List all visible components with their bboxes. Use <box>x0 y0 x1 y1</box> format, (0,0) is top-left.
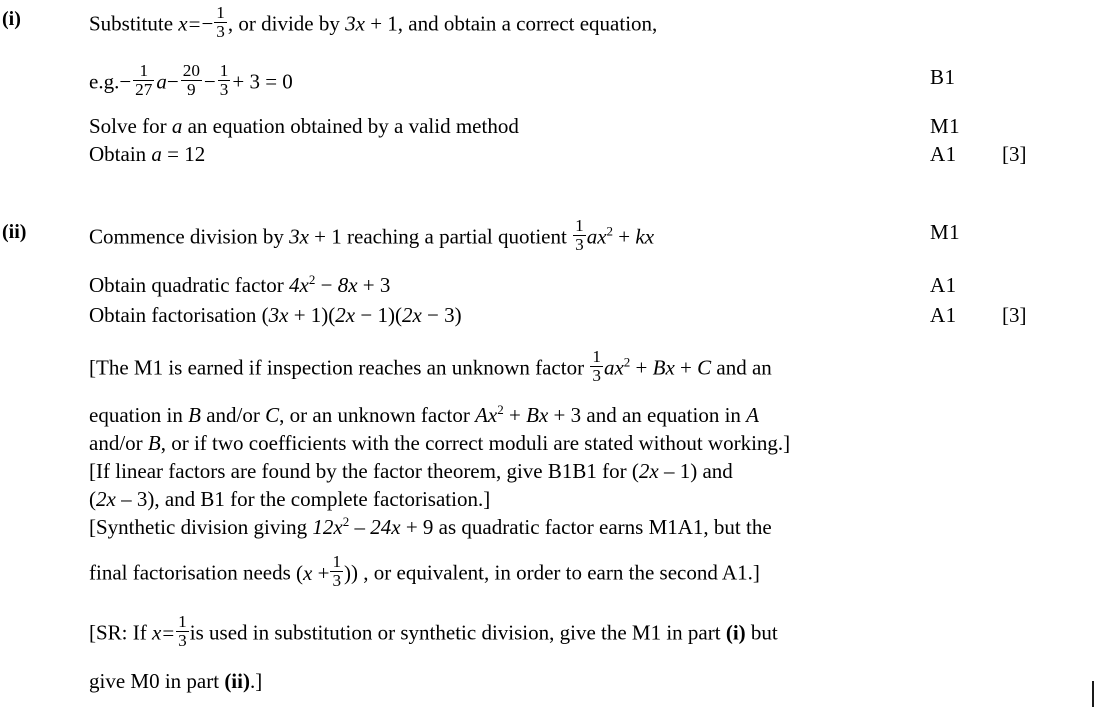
fraction-numerator: 1 <box>178 611 187 631</box>
text-obtain: Obtain <box>89 142 147 166</box>
note4-math-x: x <box>152 620 162 645</box>
fraction-numerator: 1 <box>592 346 601 366</box>
answer-text-ii-2 <box>89 272 390 298</box>
math-a-2: a <box>171 114 183 138</box>
math-3x-plus-1: 3x + 1 <box>345 11 398 36</box>
fraction-twenty-ninths <box>181 62 202 99</box>
note1-final: and/or B, or if two coefficients with the correct moduli are stated without working.] <box>89 431 791 455</box>
text-reaching: reaching a partial quotient <box>347 224 567 249</box>
minus-sign-2: − <box>119 69 132 94</box>
mark-code-ii-2: A1 <box>930 273 957 297</box>
fraction-one-third-2 <box>218 62 231 99</box>
math-a: a <box>156 69 167 94</box>
note3-needs: final factorisation needs <box>89 560 291 585</box>
equals-sign: = <box>188 11 201 36</box>
note4-but: but <box>750 620 778 645</box>
note3-expr: (x + $\frac{1}{3}$ ) <box>296 551 352 590</box>
answer-text-ii-1 <box>89 215 655 256</box>
fraction-one-twentyseventh <box>133 62 154 99</box>
fraction-numerator: 1 <box>219 60 229 80</box>
mark-code-ii-1: M1 <box>930 220 961 244</box>
text-substitute: Substitute <box>89 11 174 36</box>
mark-total-ii-3: [3] <box>1002 303 1027 327</box>
math-3x-plus-1-b: 3x + 1 <box>289 224 342 249</box>
note4-lead: [SR: If <box>89 620 147 645</box>
fraction-denominator: 3 <box>219 79 229 99</box>
fraction-one-third-4 <box>590 348 603 385</box>
note4-mid: is used in substitution or synthetic division, give the M1 in part <box>189 620 721 645</box>
note1-ax: ax <box>603 355 624 380</box>
fraction-numerator: 20 <box>182 60 200 80</box>
fraction-one-third-3 <box>573 217 586 254</box>
note4-give-m0: give M0 in part <box>89 669 220 693</box>
math-quadratic-factor: $4x^2 - 8x + 3$ <box>289 272 391 297</box>
text-valid-method: an equation obtained by a valid method <box>187 114 519 138</box>
text-plus-kx: + kx <box>618 224 655 249</box>
note2-line2: (2x – 3), and B1 for the complete factorisation.] <box>89 487 491 511</box>
fraction-numerator: 1 <box>332 551 342 571</box>
note-text-1-line-2 <box>89 402 759 428</box>
note-text-1-line-1 <box>89 346 772 387</box>
note4-closing: .] <box>249 669 263 693</box>
answer-text-i-1 <box>89 2 658 43</box>
text-obtain-quadratic: Obtain quadratic factor <box>89 273 284 297</box>
answer-text-ii-3 <box>89 302 462 328</box>
minus-sign-4: − <box>203 69 216 94</box>
text-solve-for: Solve for <box>89 114 167 138</box>
note4-part-ii-ref: (ii) <box>224 669 250 693</box>
math-ax: ax <box>586 224 607 249</box>
fraction-numerator: 1 <box>139 60 149 80</box>
mark-code-i-3: M1 <box>930 114 961 138</box>
note1-tail: + Bx + C and an <box>635 355 772 380</box>
text-eg: e.g. <box>89 69 120 94</box>
note4-equals: = <box>162 620 175 645</box>
minus-sign: − <box>201 11 214 36</box>
fraction-denominator: 3 <box>216 21 225 41</box>
note-text-3-line-2 <box>89 551 760 592</box>
fraction-denominator: 3 <box>332 570 342 590</box>
note-text-1-line-3 <box>89 430 790 456</box>
note1-Ax2: $Ax^2 + Bx + 3$ <box>475 402 582 427</box>
note-text-2-line-1 <box>89 458 733 484</box>
text-commence: Commence division by <box>89 224 284 249</box>
answer-text-i-3 <box>89 113 519 139</box>
note1-eq-in: equation in B and/or C, or an unknown factor <box>89 403 470 427</box>
mark-total-i-4: [3] <box>1002 142 1027 166</box>
note-text-4-line-2 <box>89 668 262 694</box>
fraction-one-third <box>214 4 227 41</box>
text-and-obtain: , and obtain a correct equation, <box>397 11 658 36</box>
part-label-i: (i) <box>2 8 21 30</box>
exponent-2-b: 2 <box>623 354 631 370</box>
note3-tail: ) , or equivalent, in order to earn the second A1.] <box>351 560 760 585</box>
exponent-2: 2 <box>606 223 614 239</box>
text-plus-3-eq-0: + 3 = 0 <box>232 69 293 94</box>
fraction-numerator: 1 <box>216 2 225 22</box>
math-factorisation: (3x + 1)(2x − 1)(2x − 3) <box>261 303 462 327</box>
mark-code-i-4: A1 <box>930 142 957 166</box>
part-label-ii: (ii) <box>2 221 27 243</box>
note1-lead: [The M1 is earned if inspection reaches an unknown factor <box>89 355 585 380</box>
answer-text-i-4 <box>89 141 205 167</box>
text-or-divide: , or divide by <box>227 11 340 36</box>
mark-code-ii-3: A1 <box>930 303 957 327</box>
fraction-numerator: 1 <box>575 215 584 235</box>
answer-text-i-2 <box>89 60 293 101</box>
fraction-denominator: 3 <box>575 234 584 254</box>
text-a-equals-12: = 12 <box>167 142 206 166</box>
fraction-one-third-5 <box>330 553 343 590</box>
note3-lead: [Synthetic division giving $12x^2 - 24x + 9$ as quadratic factor earns M1A1, but the <box>89 514 772 539</box>
math-a-3: a <box>151 142 162 166</box>
note2-line1: [If linear factors are found by the factor theorem, give B1B1 for (2x – 1) and <box>89 459 733 483</box>
minus-sign-3: − <box>166 69 179 94</box>
mark-code-i-2: B1 <box>930 65 956 89</box>
note1-eq-in-A: and an equation in A <box>586 403 759 427</box>
fraction-one-third-6 <box>176 613 189 650</box>
page-edge-artifact <box>1092 681 1094 707</box>
fraction-denominator: 3 <box>592 365 601 385</box>
text-obtain-factorisation: Obtain factorisation <box>89 303 257 327</box>
note-text-4-line-1 <box>89 611 778 652</box>
fraction-denominator: 9 <box>181 80 202 99</box>
fraction-denominator: 3 <box>178 630 187 650</box>
note4-part-i-ref: (i) <box>725 620 746 645</box>
note-text-3-line-1 <box>89 514 772 540</box>
fraction-denominator: 27 <box>135 79 153 99</box>
note-text-2-line-2 <box>89 486 490 512</box>
math-x: x <box>178 11 188 36</box>
